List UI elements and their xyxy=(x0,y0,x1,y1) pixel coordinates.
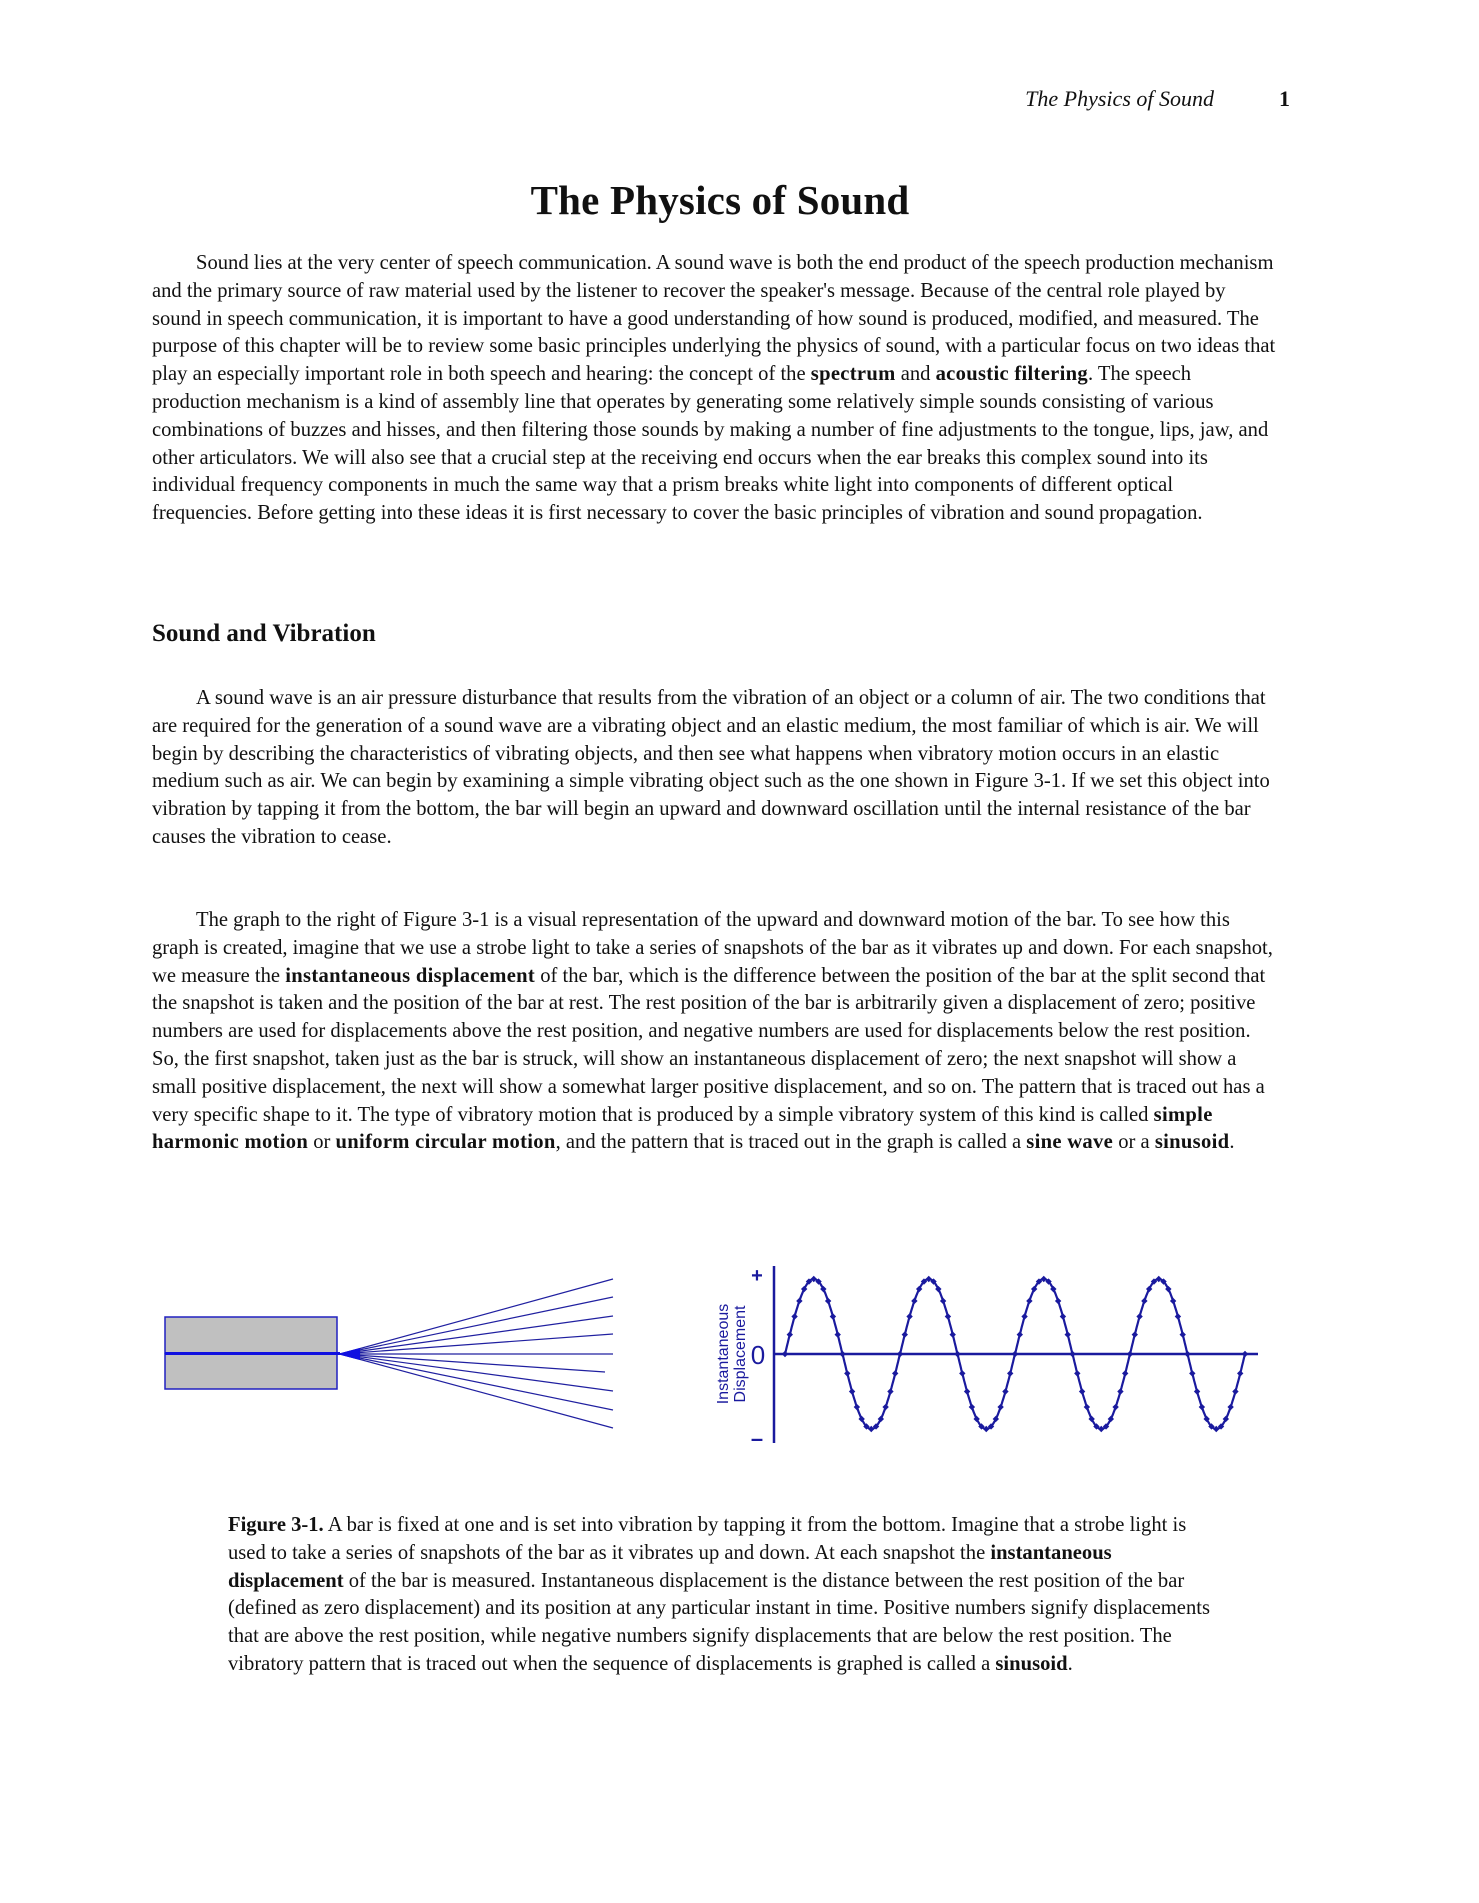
page-number: 1 xyxy=(1279,86,1290,111)
tick-zero: 0 xyxy=(750,1340,766,1370)
bold-term: uniform circular motion xyxy=(335,1131,556,1154)
y-axis-label-line1: Instantaneous xyxy=(715,1303,732,1405)
figure-illustration xyxy=(0,1240,1479,1470)
vibrating-bar xyxy=(165,1317,340,1389)
bold-term: Figure 3-1. xyxy=(228,1514,324,1536)
bold-term: spectrum xyxy=(810,363,896,386)
intro-paragraph: Sound lies at the very center of speech communication. A sound wave is both the end product of the speech production mechanism and the primary source of raw material used by the listener to recover the speaker's message. Because of the central role played by sound in speech communication, it is important to have a good understanding of how sound is produced, modified, and measured. The purpose of this chapter will be to review some basic principles underlying the physics of sound, with a particular focus on two ideas that play an especially important role in both speech and hearing: the concept of the spectrum and acoustic filtering. The speech production mechanism is a kind of assembly line that operates by generating some relatively simple sounds consisting of various combinations of buzzes and hisses, and then filtering those sounds by making a number of fine adjustments to the tongue, lips, jaw, and other articulators. We will also see that a crucial step at the receiving end occurs when the ear breaks this complex sound into its individual frequency components in much the same way that a prism breaks white light into components of different optical frequencies. Before getting into these ideas it is first necessary to cover the basic principles of vibration and sound propagation. xyxy=(152,252,1276,525)
figure-caption: Figure 3-1. A bar is fixed at one and is set into vibration by tapping it from the bottom. Imagine that a strobe light is used to take a series of snapshots of the bar as it vibrates up and down. At each snapshot the instantaneous displacement of the bar is measured. Instantaneous displacement is the distance between the rest position of the bar (defined as zero displacement) and its position at any particular instant in time. Positive numbers signify displacements that are above the rest position, while negative numbers signify displacements that are below the rest position. The vibratory pattern that is traced out when the sequence of displacements is graphed is called a sinusoid. xyxy=(228,1514,1210,1675)
paragraph-graph-description: The graph to the right of Figure 3-1 is a visual representation of the upward and downward motion of the bar. To see how this graph is created, imagine that we use a strobe light to take a series of snapshots of the bar as it vibrates up and down. For each snapshot, we measure the instantaneous displacement of the bar, which is the difference between the position of the bar at the split second that the snapshot is taken and the position of the bar at rest. The rest position of the bar is arbitrarily given a displacement of zero; positive numbers are used for displacements above the rest position, and negative numbers are used for displacements below the rest position. So, the first snapshot, taken just as the bar is struck, will show an instantaneous displacement of zero; the next snapshot will show a small positive displacement, the next will show a somewhat larger positive displacement, and so on. The pattern that is traced out has a very specific shape to it. The type of vibratory motion that is produced by a simple vibratory system of this kind is called simple harmonic motion or uniform circular motion, and the pattern that is traced out in the graph is called a sine wave or a sinusoid. xyxy=(152,909,1273,1154)
bold-term: sinusoid xyxy=(1154,1131,1230,1154)
tick-plus: + xyxy=(751,1265,763,1287)
bold-term: instantaneous displacement xyxy=(285,964,536,987)
bold-term: sinusoid xyxy=(995,1652,1068,1675)
bold-term: simple harmonic motion xyxy=(152,1103,1213,1154)
bold-term: sine wave xyxy=(1026,1131,1114,1154)
page-title: The Physics of Sound xyxy=(530,177,910,223)
section-heading-sound-and-vibration: Sound and Vibration xyxy=(152,620,376,647)
paragraph-sound-wave: A sound wave is an air pressure disturbance that results from the vibration of an object or a column of air. The two conditions that are required for the generation of a sound wave are a vibrating object and an elastic medium, the most familiar of which is air. We will begin by describing the characteristics of vibrating objects, and then see what happens when vibratory motion occurs in an elastic medium such as air. We can begin by examining a simple vibrating object such as the one shown in Figure 3-1. If we set this object into vibration by tapping it from the bottom, the bar will begin an upward and downward oscillation until the internal resistance of the bar causes the vibration to cease. xyxy=(152,687,1270,848)
running-head-title: The Physics of Sound xyxy=(1025,86,1214,111)
tick-minus: – xyxy=(750,1426,764,1451)
bold-term: instantaneous displacement xyxy=(228,1541,1112,1592)
bar-motion-fan-lines xyxy=(337,1279,613,1428)
figure-3-1 xyxy=(0,1240,1479,1470)
running-head xyxy=(0,86,1290,112)
y-axis-label-line2: Displacement xyxy=(732,1305,749,1403)
bold-term: acoustic filtering xyxy=(935,363,1088,386)
displacement-graph xyxy=(715,1265,1258,1451)
